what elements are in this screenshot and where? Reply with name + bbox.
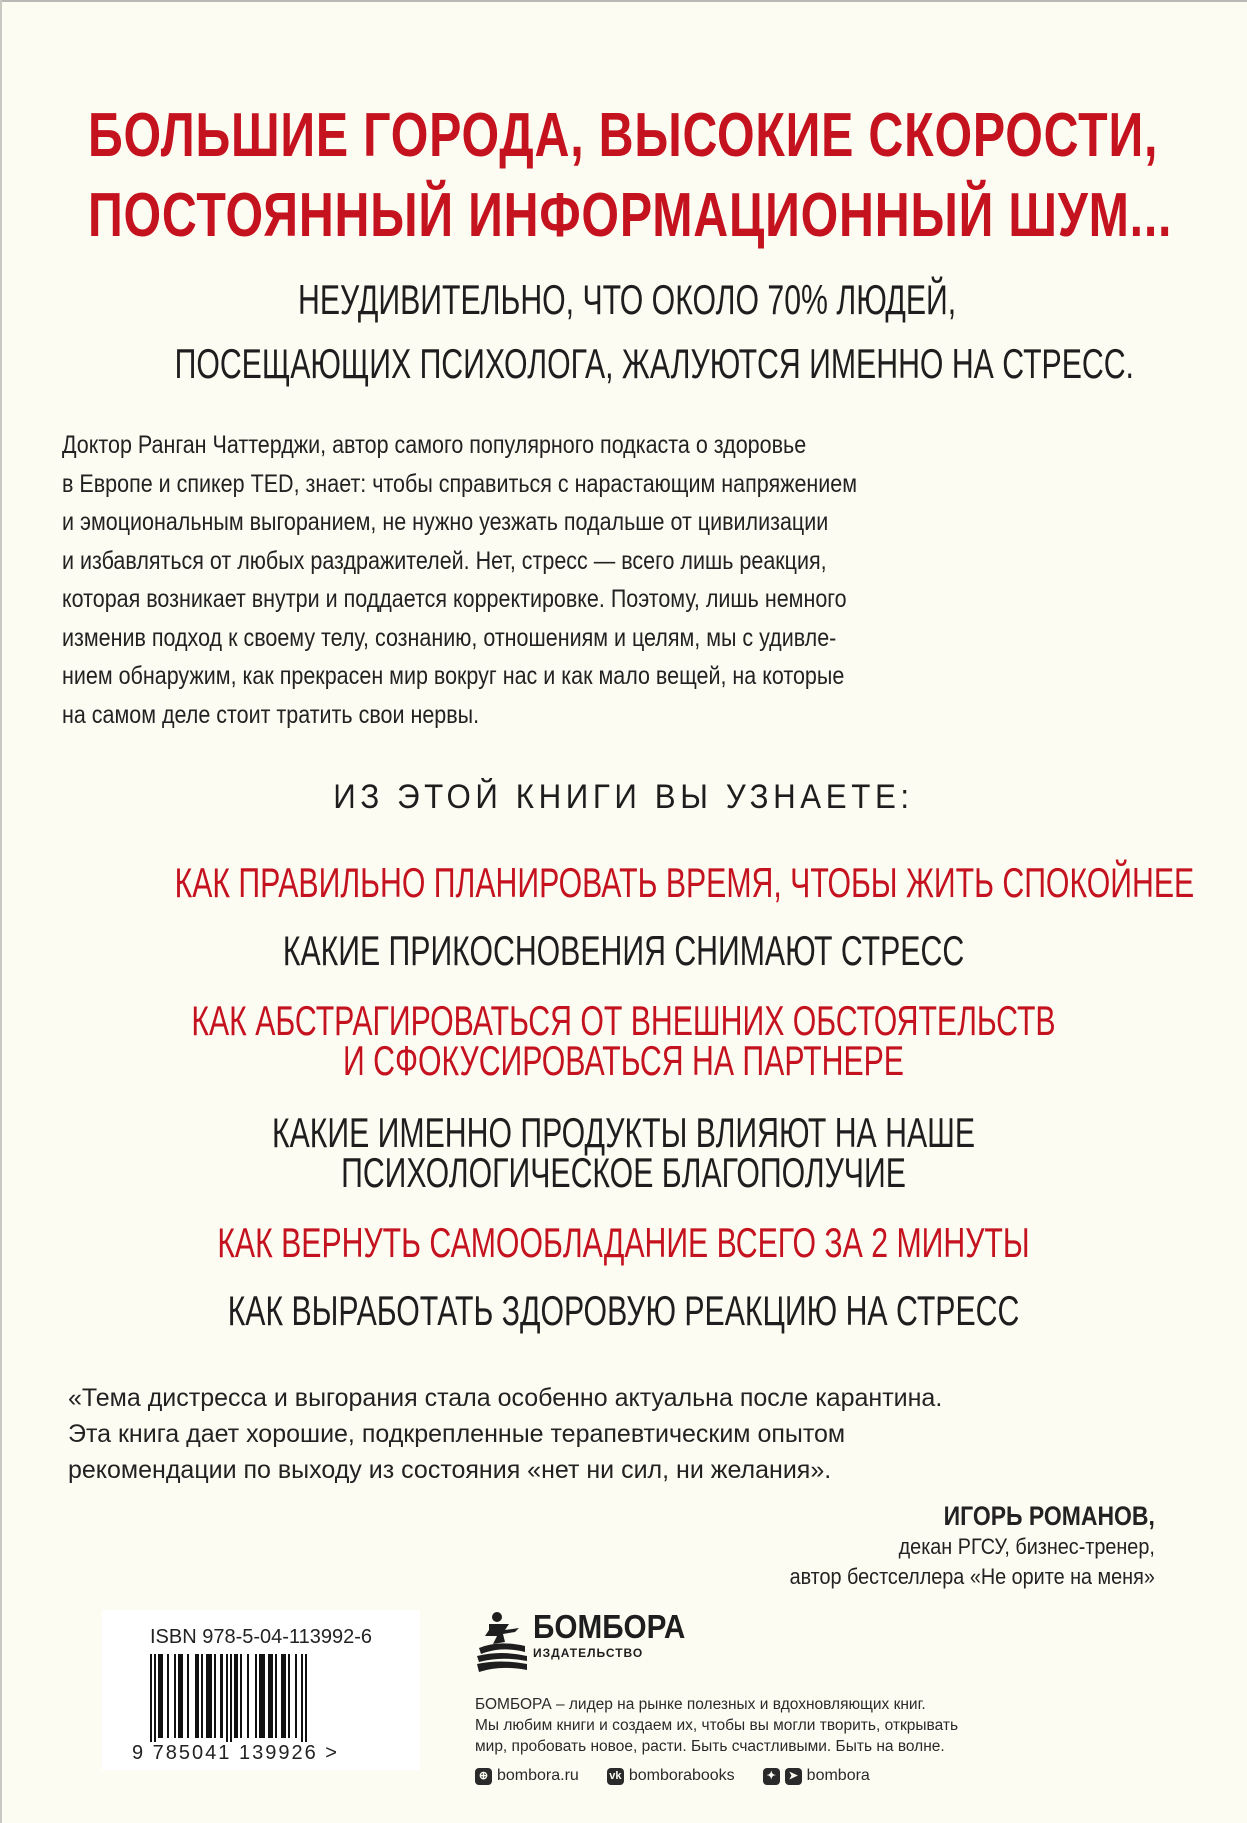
subheadline bbox=[0, 268, 1247, 396]
social-label: bomborabooks bbox=[628, 1767, 735, 1784]
headline-line: ПОСТОЯННЫЙ ИНФОРМАЦИОННЫЙ ШУМ... bbox=[88, 181, 1173, 250]
learn-item bbox=[0, 998, 1247, 1084]
publisher-brand: БОМБОРА bbox=[533, 1608, 686, 1645]
quote-line: «Тема дистресса и выгорания стала особенно актуальна после карантина. bbox=[68, 1384, 943, 1412]
quote-attribution bbox=[749, 1500, 1155, 1592]
publisher-subtitle: ИЗДАТЕЛЬСТВО bbox=[533, 1646, 644, 1660]
vk-icon: vk bbox=[607, 1768, 624, 1785]
top-border bbox=[0, 0, 1247, 2]
quote-author: ИГОРЬ РОМАНОВ, bbox=[943, 1501, 1155, 1531]
barcode-bars bbox=[150, 1654, 376, 1746]
social-zen-telegram bbox=[763, 1767, 870, 1785]
social-vk bbox=[607, 1767, 735, 1785]
learn-item-line: КАК ПРАВИЛЬНО ПЛАНИРОВАТЬ ВРЕМЯ, ЧТОБЫ ЖИТЬ СПОКОЙНЕЕ bbox=[174, 859, 1195, 906]
publisher-description-line: мир, пробовать новое, расти. Быть счастливыми. Быть на волне. bbox=[475, 1738, 945, 1755]
quote-author-role: декан РГСУ, бизнес-тренер, bbox=[898, 1534, 1155, 1559]
learn-item bbox=[0, 928, 1247, 974]
learn-item-line: КАК ВЕРНУТЬ САМООБЛАДАНИЕ ВСЕГО ЗА 2 МИНУТЫ bbox=[217, 1219, 1030, 1266]
learn-item bbox=[0, 1288, 1247, 1334]
publisher-block bbox=[475, 1610, 1035, 1785]
learn-section-title-text: ИЗ ЭТОЙ КНИГИ ВЫ УЗНАЕТЕ: bbox=[333, 778, 914, 816]
endorsement-quote bbox=[68, 1380, 1158, 1488]
zen-icon: ✦ bbox=[763, 1768, 780, 1785]
learn-item-line: ПСИХОЛОГИЧЕСКОЕ БЛАГОПОЛУЧИЕ bbox=[341, 1149, 906, 1196]
intro-paragraph bbox=[62, 426, 1152, 734]
learn-item-line: И СФОКУСИРОВАТЬСЯ НА ПАРТНЕРЕ bbox=[343, 1037, 904, 1084]
learn-item-line: КАК ВЫРАБОТАТЬ ЗДОРОВУЮ РЕАКЦИЮ НА СТРЕСС bbox=[227, 1287, 1020, 1334]
headline bbox=[88, 96, 1173, 256]
intro-line: в Европе и спикер TED, знает: чтобы справиться с нарастающим напряжением bbox=[62, 469, 858, 498]
learn-item-line: КАКИЕ ИМЕННО ПРОДУКТЫ ВЛИЯЮТ НА НАШЕ bbox=[271, 1109, 976, 1156]
publisher-description-line: БОМБОРА – лидер на рынке полезных и вдохновляющих книг. bbox=[475, 1696, 926, 1713]
intro-line: и эмоциональным выгоранием, не нужно уезжать подальше от цивилизации bbox=[62, 508, 829, 536]
publisher-logo bbox=[475, 1610, 1035, 1680]
intro-line: изменив подход к своему телу, сознанию, отношениям и целям, мы с удивле- bbox=[62, 623, 837, 652]
learn-item bbox=[0, 1110, 1247, 1196]
intro-line: Доктор Ранган Чаттерджи, автор самого популярного подкаста о здоровье bbox=[62, 431, 807, 459]
intro-line: на самом деле стоит тратить свои нервы. bbox=[62, 700, 480, 729]
learn-section-title bbox=[0, 778, 1247, 817]
isbn-digits: 9 785041 139926 > bbox=[132, 1742, 339, 1764]
learn-item bbox=[0, 1220, 1247, 1266]
social-website bbox=[475, 1767, 579, 1785]
quote-author-role: автор бестселлера «Не орите на меня» bbox=[789, 1564, 1155, 1589]
surfer-logo-icon bbox=[475, 1610, 529, 1674]
intro-line: и избавляться от любых раздражителей. Нет, стресс — всего лишь реакция, bbox=[62, 546, 827, 575]
learn-item bbox=[0, 860, 1247, 906]
intro-line: которая возникает внутри и поддается корректировке. Поэтому, лишь немного bbox=[62, 585, 847, 613]
globe-icon: ⊕ bbox=[475, 1768, 492, 1785]
headline-line: БОЛЬШИЕ ГОРОДА, ВЫСОКИЕ СКОРОСТИ, bbox=[88, 101, 1159, 170]
intro-line: нием обнаружим, как прекрасен мир вокруг нас и как мало вещей, на которые bbox=[62, 662, 845, 690]
publisher-description-line: Мы любим книги и создаем их, чтобы вы могли творить, открывать bbox=[475, 1717, 959, 1734]
subheadline-line: ПОСЕЩАЮЩИХ ПСИХОЛОГА, ЖАЛУЮТСЯ ИМЕННО НА СТРЕСС. bbox=[174, 340, 1134, 387]
publisher-socials bbox=[475, 1767, 1035, 1785]
learn-item-line: КАКИЕ ПРИКОСНОВЕНИЯ СНИМАЮТ СТРЕСС bbox=[282, 927, 965, 974]
learn-item-line: КАК АБСТРАГИРОВАТЬСЯ ОТ ВНЕШНИХ ОБСТОЯТЕЛЬСТВ bbox=[191, 997, 1056, 1044]
telegram-icon: ➤ bbox=[785, 1768, 802, 1785]
subheadline-line: НЕУДИВИТЕЛЬНО, ЧТО ОКОЛО 70% ЛЮДЕЙ, bbox=[298, 276, 957, 323]
social-label: bombora.ru bbox=[497, 1767, 579, 1784]
isbn-label: ISBN 978-5-04-113992-6 bbox=[150, 1626, 372, 1648]
isbn-barcode bbox=[102, 1610, 420, 1770]
quote-line: Эта книга дает хорошие, подкрепленные терапевтическим опытом bbox=[68, 1420, 846, 1448]
quote-line: рекомендации по выходу из состояния «нет ни сил, ни желания». bbox=[68, 1456, 832, 1484]
publisher-description bbox=[475, 1694, 1035, 1757]
social-label: bombora bbox=[806, 1767, 870, 1784]
